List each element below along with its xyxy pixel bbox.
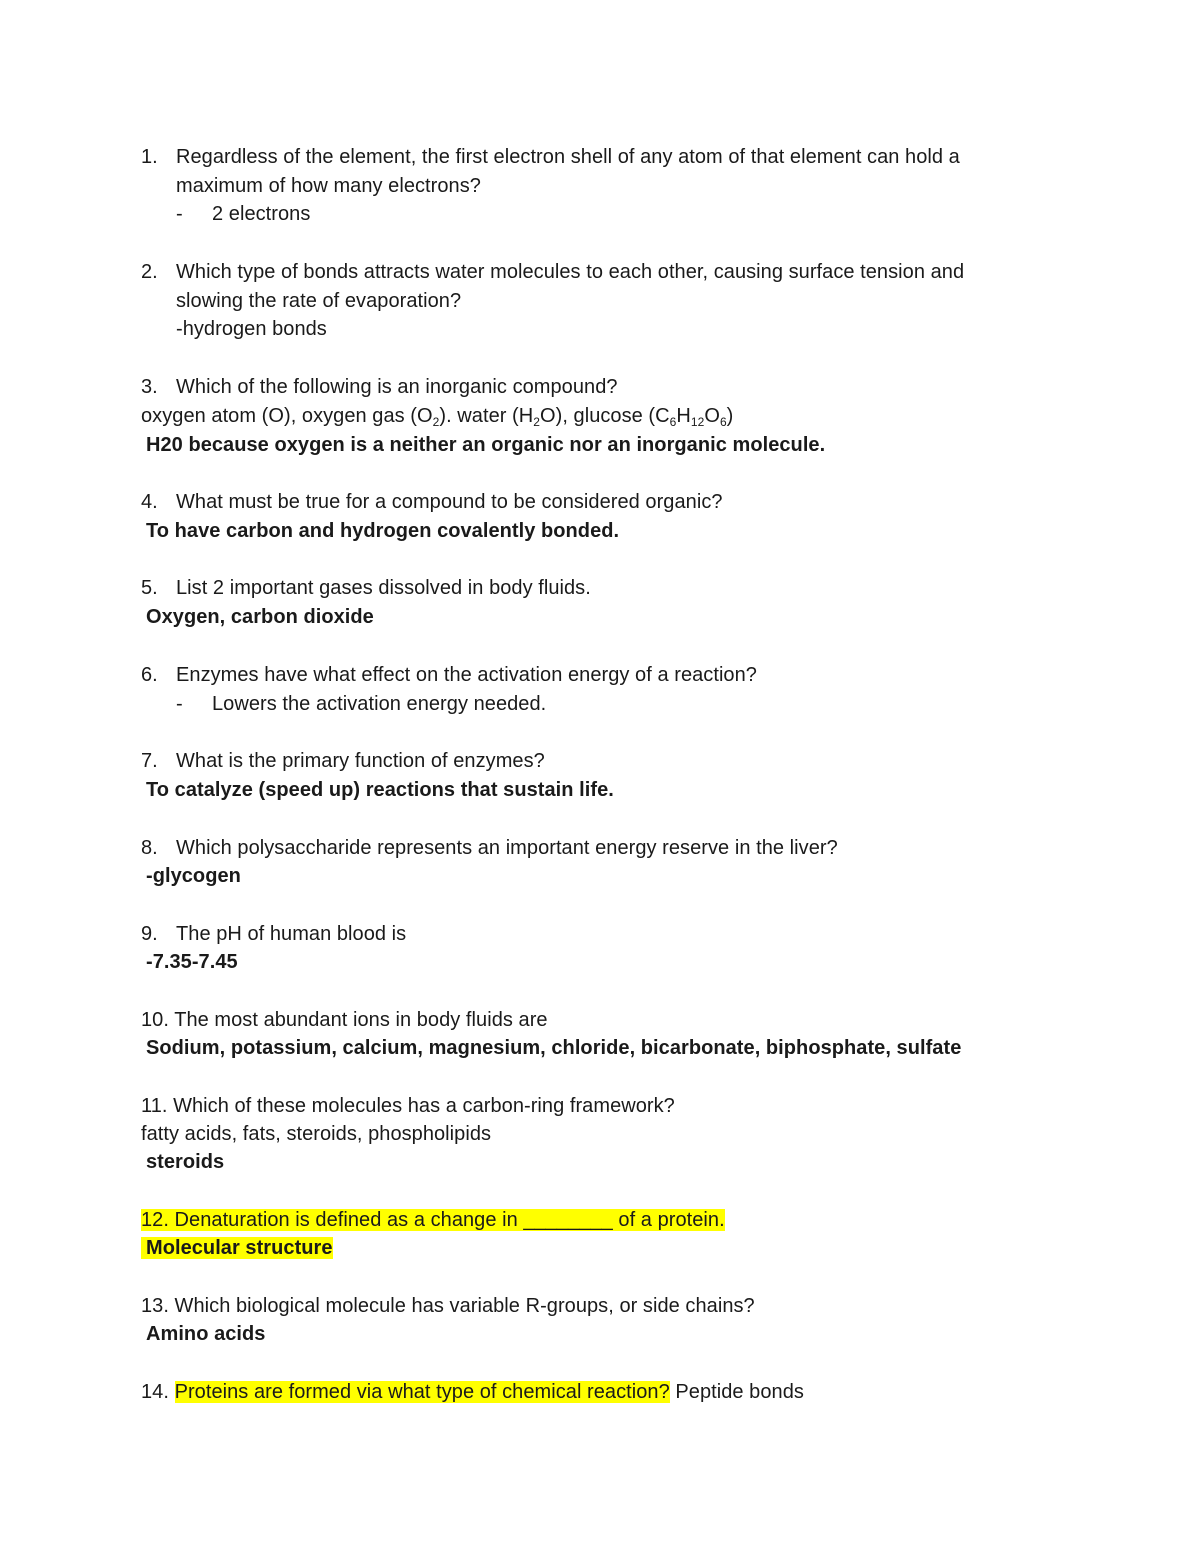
question-text: Enzymes have what effect on the activation energy of a reaction? <box>176 664 757 686</box>
question-13: 13. Which biological molecule has variable R-groups, or side chains? <box>141 1295 755 1317</box>
bullet-dash: - <box>176 693 183 715</box>
highlighted-question: 12. Denaturation is defined as a change in ________ of a protein. <box>141 1209 725 1231</box>
question-text: slowing the rate of evaporation? <box>176 290 462 312</box>
answer-8: -glycogen <box>146 865 241 887</box>
question-11: 11. Which of these molecules has a carbon-ring framework? <box>141 1095 675 1117</box>
question-12 <box>141 1206 725 1234</box>
question-text: Which type of bonds attracts water molecules to each other, causing surface tension and <box>176 261 965 283</box>
question-text: List 2 important gases dissolved in body fluids. <box>176 577 591 599</box>
question-text: Which of the following is an inorganic compound? <box>176 376 618 398</box>
question-number: 6. <box>141 664 158 686</box>
question-text: What is the primary function of enzymes? <box>176 750 545 772</box>
answer-text: -hydrogen bonds <box>176 318 327 340</box>
question-text: Which polysaccharide represents an important energy reserve in the liver? <box>176 837 838 859</box>
question-number: 2. <box>141 261 158 283</box>
question-number: 7. <box>141 750 158 772</box>
answer-13: Amino acids <box>146 1323 266 1345</box>
answer-4: To have carbon and hydrogen covalently bonded. <box>146 520 620 542</box>
highlighted-answer: Molecular structure <box>141 1237 333 1259</box>
answer-14: Peptide bonds <box>675 1381 804 1403</box>
answer-12 <box>141 1234 333 1262</box>
question-10: 10. The most abundant ions in body fluids are <box>141 1009 548 1031</box>
question-number: 4. <box>141 491 158 513</box>
answer-3: H20 because oxygen is a neither an organic nor an inorganic molecule. <box>146 434 826 456</box>
answer-10: Sodium, potassium, calcium, magnesium, chloride, bicarbonate, biphosphate, sulfate <box>146 1037 962 1059</box>
answer-7: To catalyze (speed up) reactions that sustain life. <box>146 779 614 801</box>
question-number: 14. <box>141 1381 169 1403</box>
question-14 <box>141 1378 804 1406</box>
bullet-dash: - <box>176 203 183 225</box>
answer-text: 2 electrons <box>212 203 311 225</box>
answer-9: -7.35-7.45 <box>146 951 238 973</box>
question-text: The pH of human blood is <box>176 923 407 945</box>
question-text: Regardless of the element, the first electron shell of any atom of that element can hold a <box>176 146 960 168</box>
question-3-options: oxygen atom (O), oxygen gas $(O_2)$. water $(H_2O)$, glucose $(C_6H_{12}O_6)$ <box>141 405 734 429</box>
question-text: maximum of how many electrons? <box>176 175 481 197</box>
answer-5: Oxygen, carbon dioxide <box>146 606 374 628</box>
question-number: 1. <box>141 146 158 168</box>
answer-text: Lowers the activation energy needed. <box>212 693 547 715</box>
question-number: 9. <box>141 923 158 945</box>
question-number: 8. <box>141 837 158 859</box>
question-text: What must be true for a compound to be considered organic? <box>176 491 723 513</box>
question-11-options: fatty acids, fats, steroids, phospholipids <box>141 1123 492 1145</box>
highlighted-question: Proteins are formed via what type of chemical reaction? <box>174 1381 670 1403</box>
answer-11: steroids <box>146 1151 225 1173</box>
question-number: 3. <box>141 376 158 398</box>
question-number: 5. <box>141 577 158 599</box>
